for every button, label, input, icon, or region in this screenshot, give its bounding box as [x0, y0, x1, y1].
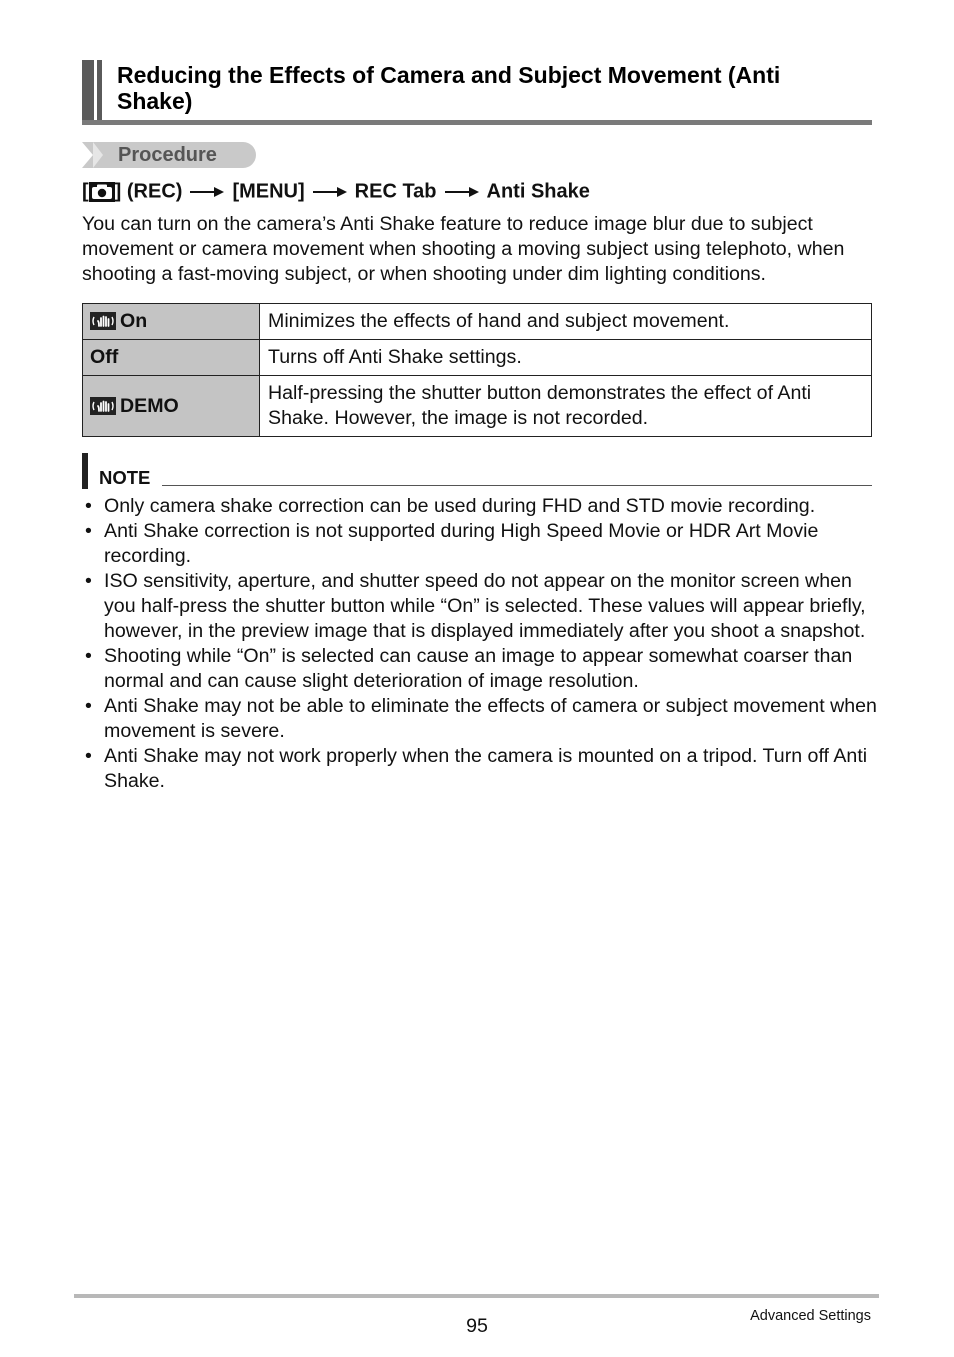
note-text: Anti Shake may not be able to eliminate the effects of camera or subject movement when movement is severe.: [104, 695, 877, 742]
path-rec-tab: REC Tab: [354, 180, 437, 203]
page-number: 95: [466, 1315, 488, 1337]
procedure-chevron: [93, 142, 103, 168]
note-list: [82, 494, 877, 794]
note-header: [82, 453, 872, 489]
note-bar: [82, 453, 88, 489]
table-row: [83, 304, 872, 340]
heading-underline: [82, 120, 872, 125]
menu-path: [82, 178, 590, 204]
note-text: Anti Shake correction is not supported during High Speed Movie or HDR Art Movie recording.: [104, 520, 819, 567]
option-description: Minimizes the effects of hand and subject movement.: [260, 304, 872, 340]
footer-rule: [74, 1294, 879, 1298]
option-key: On: [120, 310, 148, 332]
option-description: Turns off Anti Shake settings.: [260, 340, 872, 376]
note-text: Anti Shake may not work properly when the camera is mounted on a tripod. Turn off Anti Shake.: [104, 745, 868, 792]
procedure-label: Procedure: [118, 144, 217, 166]
right-arrow-icon: [313, 186, 347, 198]
procedure-notch: [82, 142, 93, 168]
path-open-bracket: [: [82, 180, 89, 203]
bullet: •: [85, 695, 92, 717]
procedure-tag: [82, 142, 256, 168]
list-item: [82, 494, 877, 519]
bullet: •: [85, 520, 92, 542]
list-item: [82, 644, 877, 694]
note-text: ISO sensitivity, aperture, and shutter speed do not appear on the monitor screen when you half-press the shutter button while “On” is selected. These values will appear briefly, however, in the preview image that is displayed immediately after you shoot a snapshot.: [104, 570, 866, 642]
section-name: Advanced Settings: [750, 1308, 871, 1324]
note-text: Shooting while “On” is selected can cause an image to appear somewhat coarser than normal and can cause slight deterioration of image resolution.: [104, 645, 853, 692]
bullet: •: [85, 495, 92, 517]
section-heading: [82, 58, 872, 126]
table-row: [83, 340, 872, 376]
bullet: •: [85, 645, 92, 667]
anti-shake-icon: [90, 312, 116, 330]
bullet: •: [85, 745, 92, 767]
option-key: DEMO: [120, 394, 179, 417]
list-item: [82, 744, 877, 794]
right-arrow-icon: [190, 186, 224, 198]
note-title: NOTE: [99, 467, 151, 488]
note-rule: [162, 485, 872, 486]
table-row: [83, 376, 872, 437]
option-description: Half-pressing the shutter button demonstrates the effect of Anti Shake. However, the image is not recorded.: [260, 376, 872, 437]
heading-bar-thin: [97, 60, 102, 122]
bullet: •: [85, 570, 92, 592]
camera-icon: [89, 182, 115, 202]
path-rec: ] (REC): [114, 180, 183, 203]
list-item: [82, 694, 877, 744]
note-text: Only camera shake correction can be used during FHD and STD movie recording.: [104, 495, 816, 517]
intro-paragraph: You can turn on the camera’s Anti Shake feature to reduce image blur due to subject movement or camera movement when shooting a moving subject using telephoto, when shooting a fast-moving subject, or when shooting under dim lighting conditions.: [82, 213, 845, 285]
options-table: [82, 303, 872, 437]
path-menu: [MENU]: [232, 180, 305, 203]
option-key-cell: [83, 304, 260, 340]
right-arrow-icon: [445, 186, 479, 198]
page-title: Reducing the Effects of Camera and Subject Movement (Anti Shake): [117, 62, 781, 114]
list-item: [82, 519, 877, 569]
anti-shake-icon: [90, 397, 116, 415]
option-key-cell: [83, 376, 260, 437]
option-key: Off: [90, 346, 119, 368]
list-item: [82, 569, 877, 644]
path-anti-shake: Anti Shake: [486, 180, 590, 203]
option-key-cell: [83, 340, 260, 376]
heading-bar-thick: [82, 60, 94, 122]
